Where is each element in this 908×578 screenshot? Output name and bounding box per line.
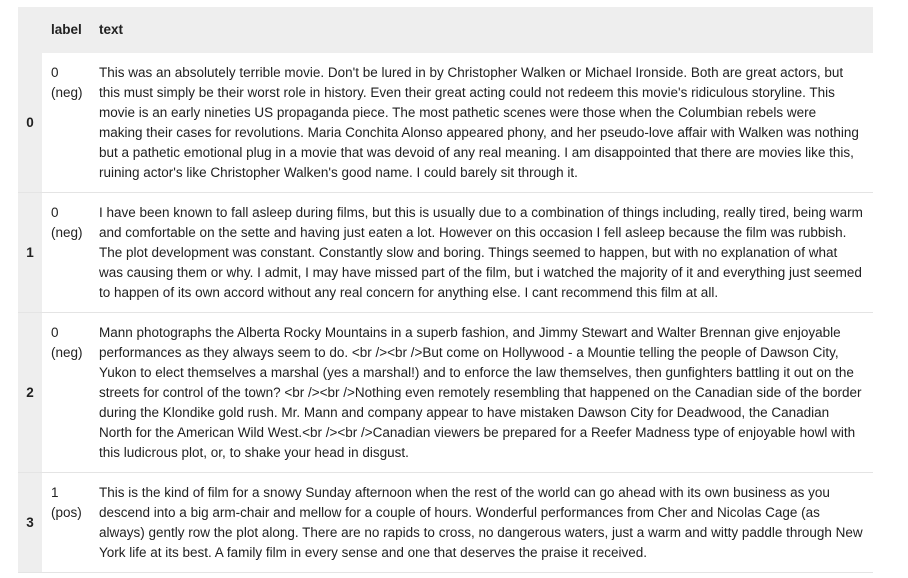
label-value: 0 [51,325,59,340]
dataframe-table [18,7,873,573]
header-label: label [42,7,90,53]
label-cell [42,313,90,473]
label-cell [42,53,90,193]
text-cell: This was an absolutely terrible movie. Don't be lured in by Christopher Walken or Michael Ironside. Both are great actors, but this must simply be their worst role in history. Even their great acting could not redeem this movie's ridiculous storyline. This movie is an early nineties US propaganda piece. The most pathetic scenes were those when the Columbian rebels were making their cases for revolutions. Maria Conchita Alonso appeared phony, and her pseudo-love affair with Walken was nothing but a pathetic emotional plug in a movie that was devoid of any real meaning. I am disappointed that there are movies like this, ruining actor's like Christopher Walken's good name. I could barely sit through it. [99,65,859,180]
row-index: 1 [18,193,42,313]
text-cell: I have been known to fall asleep during films, but this is usually due to a combination of things including, really tired, being warm and comfortable on the sette and having just eaten a lot. However on this occasion I fell asleep because the film was rubbish. The plot development was constant. Constantly slow and boring. Things seemed to happen, but with no explanation of what was causing them or why. I admit, I may have missed part of the film, but i watched the majority of it and everything just seemed to happen of its own accord without any real concern for anything else. I cant recommend this film at all. [99,205,863,300]
header-index [18,7,42,53]
label-cell [42,193,90,313]
text-cell: This is the kind of film for a snowy Sunday afternoon when the rest of the world can go ahead with its own business as you descend into a big arm-chair and mellow for a couple of hours. Wonderful performances from Cher and Nicolas Cage (as always) gently row the plot along. There are no rapids to cross, no dangerous waters, just a warm and witty paddle through New York life at its best. A family film in every sense and one that deserves the praise it received. [99,485,863,560]
label-value: 0 [51,205,59,220]
label-name: (neg) [51,225,83,240]
label-name: (neg) [51,345,83,360]
table-row [18,473,873,573]
header-text: text [90,7,873,53]
row-index: 2 [18,313,42,473]
label-name: (pos) [51,505,82,520]
label-cell [42,473,90,573]
row-index: 3 [18,473,42,573]
text-cell: Mann photographs the Alberta Rocky Mountains in a superb fashion, and Jimmy Stewart and Walter Brennan give enjoyable performances as they always seem to do. <br /><br />But come on Hollywood - a Mountie telling the people of Dawson City, Yukon to elect themselves a marshal (yes a marshal!) and to enforce the law themselves, then gunfighters battling it out on the streets for control of the town? <br /><br />Nothing even remotely resembling that happened on the Canadian side of the border during the Klondike gold rush. Mr. Mann and company appear to have mistaken Dawson City for Deadwood, the Canadian North for the American Wild West.<br /><br />Canadian viewers be prepared for a Reefer Madness type of enjoyable howl with this ludicrous plot, or, to shake your head in disgust. [99,325,862,460]
table-row [18,53,873,193]
header-row [18,7,873,53]
label-name: (neg) [51,85,83,100]
table-row [18,193,873,313]
table-row [18,313,873,473]
label-value: 0 [51,65,59,80]
dataframe-table-container [18,7,873,573]
label-value: 1 [51,485,59,500]
row-index: 0 [18,53,42,193]
